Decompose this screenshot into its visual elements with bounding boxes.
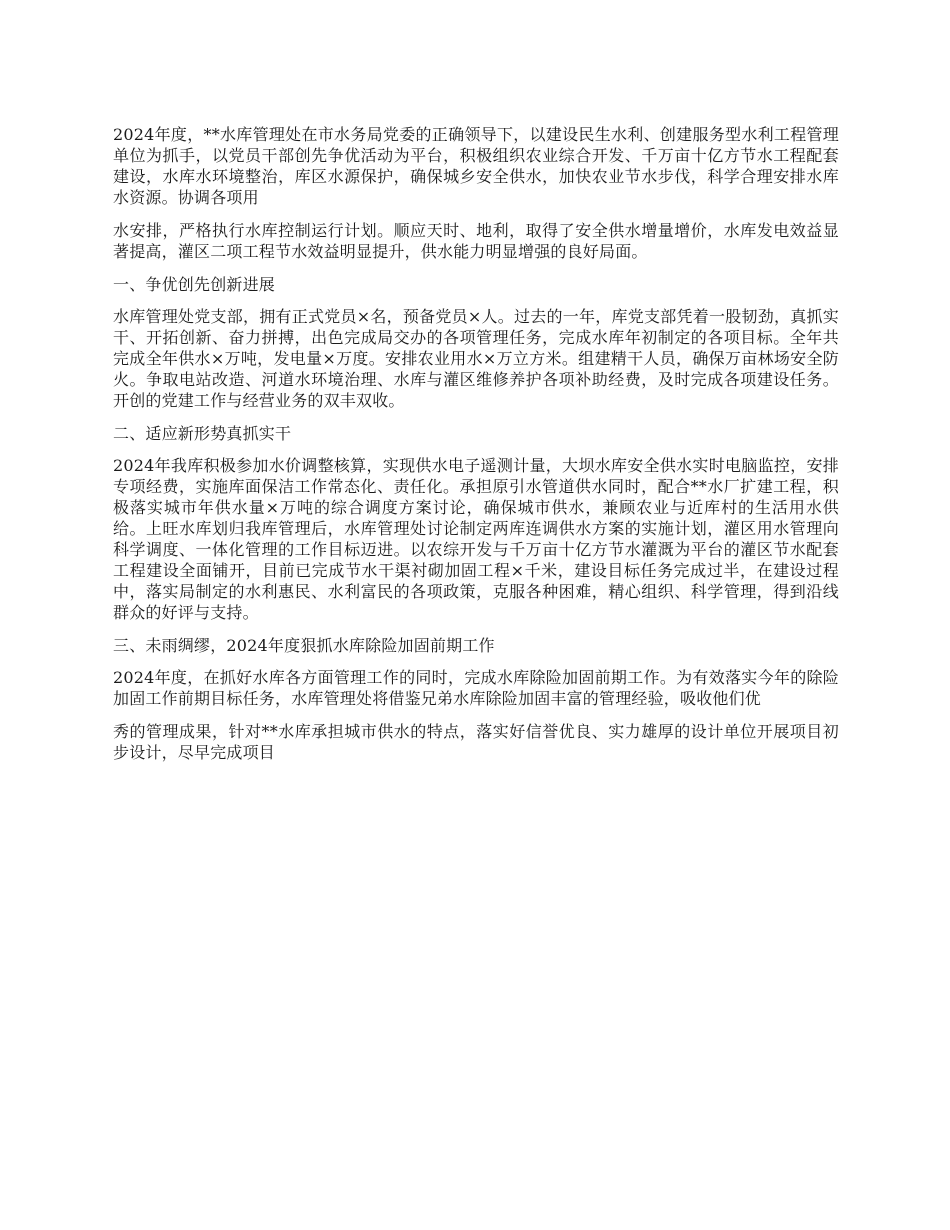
paragraph-section-3: 2024年度，在抓好水库各方面管理工作的同时，完成水库除险加固前期工作。为有效落实今年的除险加固工作前期目标任务，水库管理处将借鉴兄弟水库除险加固丰富的管理经验，吸收他们优 bbox=[113, 668, 839, 708]
document-body bbox=[113, 124, 839, 775]
paragraph-section-3-continued: 秀的管理成果，针对**水库承担城市供水的特点，落实好信誉优良、实力雄厚的设计单位开展项目初步设计，尽早完成项目 bbox=[113, 722, 839, 762]
paragraph-section-1: 水库管理处党支部，拥有正式党员×名，预备党员×人。过去的一年，库党支部凭着一股韧劲，真抓实干、开拓创新、奋力拼搏，出色完成局交办的各项管理任务，完成水库年初制定的各项目标。全年共完成全年供水×万吨，发电量×万度。安排农业用水×万立方米。组建精干人员，确保万亩林场安全防火。争取电站改造、河道水环境治理、水库与灌区维修养护各项补助经费，及时完成各项建设任务。开创的党建工作与经营业务的双丰双收。 bbox=[113, 307, 839, 410]
section-heading-3: 三、未雨绸缪，2024年度狠抓水库除险加固前期工作 bbox=[113, 636, 495, 655]
paragraph-section-2: 2024年我库积极参加水价调整核算，实现供水电子遥测计量，大坝水库安全供水实时电脑监控，安排专项经费，实施库面保洁工作常态化、责任化。承担原引水管道供水同时，配合**水厂扩建工程，积极落实城市年供水量×万吨的综合调度方案讨论，确保城市供水，兼顾农业与近库村的生活用水供给。上旺水库划归我库管理后，水库管理处讨论制定两库连调供水方案的实施计划，灌区用水管理向科学调度、一体化管理的工作目标迈进。以农综开发与千万亩十亿方节水灌溉为平台的灌区节水配套工程建设全面铺开，目前已完成节水干渠衬砌加固工程×千米，建设目标任务完成过半，在建设过程中，落实局制定的水利惠民、水利富民的各项政策，克服各种困难，精心组织、科学管理，得到沿线群众的好评与支持。 bbox=[113, 456, 839, 622]
section-heading-1: 一、争优创先创新进展 bbox=[113, 275, 276, 294]
paragraph-intro-continued: 水安排，严格执行水库控制运行计划。顺应天时、地利，取得了安全供水增量增价，水库发电效益显著提高，灌区二项工程节水效益明显提升，供水能力明显增强的良好局面。 bbox=[113, 221, 839, 261]
paragraph-intro: 2024年度，**水库管理处在市水务局党委的正确领导下，以建设民生水利、创建服务型水利工程管理单位为抓手，以党员干部创先争优活动为平台，积极组织农业综合开发、千万亩十亿方节水工程配套建设，水库水环境整治，库区水源保护，确保城乡安全供水，加快农业节水步伐，科学合理安排水库水资源。协调各项用 bbox=[113, 125, 839, 207]
section-heading-2: 二、适应新形势真抓实干 bbox=[113, 424, 292, 443]
